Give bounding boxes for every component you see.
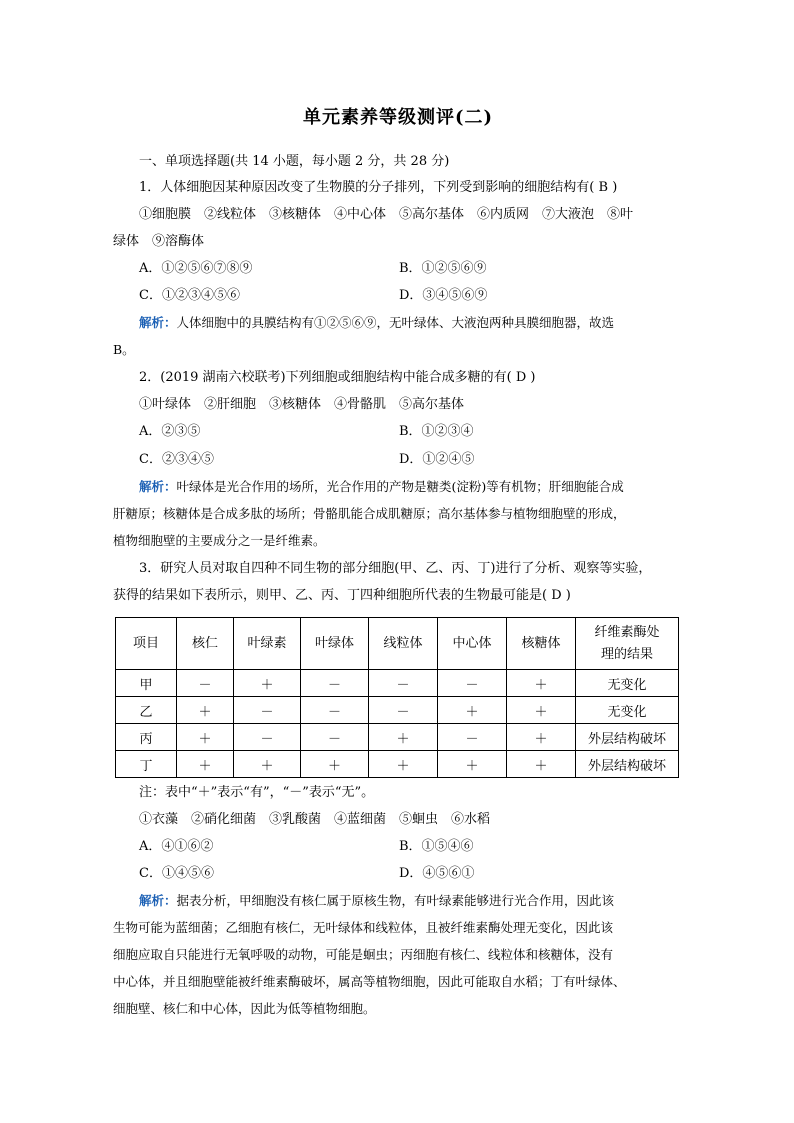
question-1-answer: B [598,180,609,195]
table-row [116,670,679,697]
table-header-cell: 线粒体 [369,618,438,670]
question-2-stem: 2．(2019 湖南六校联考)下列细胞或细胞结构中能合成多糖的有( D ) [139,370,536,385]
table-header-cell: 项目 [116,618,177,670]
question-3-stem-cont: 获得的结果如下表所示，则甲、乙、丙、丁四种细胞所代表的生物最可能是( D ) [113,588,571,603]
option-b: B．①②⑤⑥⑨ [399,261,487,276]
table-header-cell: 中心体 [438,618,507,670]
option-c: C．①②③④⑤⑥ [139,288,240,303]
table-cell: ＋ [507,751,576,778]
explanation-label: 解析： [139,893,177,908]
table-cell: ＋ [301,751,369,778]
table-cell: － [438,724,507,751]
table-cell: 丁 [116,751,177,778]
question-3-explanation-cont-2: 细胞应取自只能进行无氧呼吸的动物，可能是蛔虫；丙细胞有核仁、线粒体和核糖体，没有 [113,947,614,962]
table-cell: 甲 [116,670,177,697]
page-title: 单元素养等级测评(二) [302,107,494,128]
question-2-explanation-cont-1: 肝糖原；核糖体是合成多肽的场所；骨骼肌能合成肌糖原；高尔基体参与植物细胞壁的形成， [113,506,626,521]
explanation-label: 解析： [139,315,177,330]
question-3-explanation-cont-4: 细胞壁、核仁和中心体，因此为低等植物细胞。 [113,1001,376,1016]
table-header-cell: 核仁 [177,618,234,670]
question-3-items: ①衣藻 ②硝化细菌 ③乳酸菌 ④蓝细菌 ⑤蛔虫 ⑥水稻 [139,812,491,827]
question-2-explanation-cont-2: 植物细胞壁的主要成分之一是纤维素。 [113,533,326,548]
table-header-cell: 叶绿体 [301,618,369,670]
table-header-cell: 纤维素酶处 理的结果 [576,618,679,670]
table-cell: 无变化 [576,697,679,724]
option-d: D．③④⑤⑥⑨ [399,288,488,303]
question-1-explanation: 解析：人体细胞中的具膜结构有①②⑤⑥⑨，无叶绿体、大液泡两种具膜细胞器，故选 [139,315,615,330]
table-cell: － [369,670,438,697]
table-header-cell: 核糖体 [507,618,576,670]
explanation-label: 解析： [139,479,177,494]
question-2-items: ①叶绿体 ②肝细胞 ③核糖体 ④骨骼肌 ⑤高尔基体 [139,397,465,412]
table-cell: ＋ [507,697,576,724]
question-3-answer: D [551,588,562,603]
option-c: C．①④⑤⑥ [139,866,214,881]
option-a: A．①②⑤⑥⑦⑧⑨ [139,261,253,276]
option-a: A．②③⑤ [139,424,201,439]
table-cell: 外层结构破坏 [576,724,679,751]
option-b: B．①⑤④⑥ [399,839,474,854]
table-cell: － [301,697,369,724]
question-1-items: ①细胞膜 ②线粒体 ③核糖体 ④中心体 ⑤高尔基体 ⑥内质网 ⑦大液泡 ⑧叶 [139,207,634,222]
option-d: D．④⑤⑥① [399,866,475,881]
table-cell: ＋ [438,697,507,724]
option-d: D．①②④⑤ [399,452,475,467]
table-cell: － [234,697,301,724]
table-cell: － [177,670,234,697]
table-cell: ＋ [369,751,438,778]
table-cell: ＋ [177,751,234,778]
table-row [116,724,679,751]
table-cell: － [301,724,369,751]
table-header-row [116,618,679,670]
table-cell: ＋ [507,670,576,697]
table-cell: 丙 [116,724,177,751]
option-a: A．④①⑥② [139,839,214,854]
table-cell: 乙 [116,697,177,724]
question-1-stem: 1．人体细胞因某种原因改变了生物膜的分子排列，下列受到影响的细胞结构有( B ) [139,180,618,195]
table-cell: － [301,670,369,697]
section-heading: 一、单项选择题(共 14 小题，每小题 2 分，共 28 分) [139,154,450,169]
question-3-explanation-cont-3: 中心体，并且细胞壁能被纤维素酶破坏，属高等植物细胞，因此可能取自水稻；丁有叶绿体、 [113,974,626,989]
option-c: C．②③④⑤ [139,452,214,467]
question-1-explanation-cont: B。 [113,342,135,357]
table-cell: ＋ [234,670,301,697]
table-row [116,697,679,724]
table-cell: ＋ [234,751,301,778]
question-3-explanation-cont-1: 生物可能为蓝细菌；乙细胞有核仁，无叶绿体和线粒体，且被纤维素酶处理无变化，因此该 [113,920,614,935]
table-cell: ＋ [438,751,507,778]
question-2-explanation: 解析：叶绿体是光合作用的场所，光合作用的产物是糖类(淀粉)等有机物；肝细胞能合成 [139,479,624,494]
table-cell: ＋ [177,724,234,751]
question-1-items-cont: 绿体 ⑨溶酶体 [113,234,205,249]
table-cell: ＋ [177,697,234,724]
table-cell: ＋ [369,724,438,751]
table-row [116,751,679,778]
table-cell: ＋ [507,724,576,751]
table-note: 注：表中“＋”表示“有”，“－”表示“无”。 [139,785,375,800]
table-cell: － [234,724,301,751]
table-cell: 外层结构破坏 [576,751,679,778]
table-header-cell: 叶绿素 [234,618,301,670]
question-3-explanation: 解析：据表分析，甲细胞没有核仁属于原核生物，有叶绿素能够进行光合作用，因此该 [139,893,615,908]
table-cell: － [438,670,507,697]
table-cell: 无变化 [576,670,679,697]
question-2-answer: D [515,370,527,385]
question-3-stem: 3．研究人员对取自四种不同生物的部分细胞(甲、乙、丙、丁)进行了分析、观察等实验， [139,561,652,576]
results-table [115,617,679,778]
table-cell: － [369,697,438,724]
option-b: B．①②③④ [399,424,474,439]
